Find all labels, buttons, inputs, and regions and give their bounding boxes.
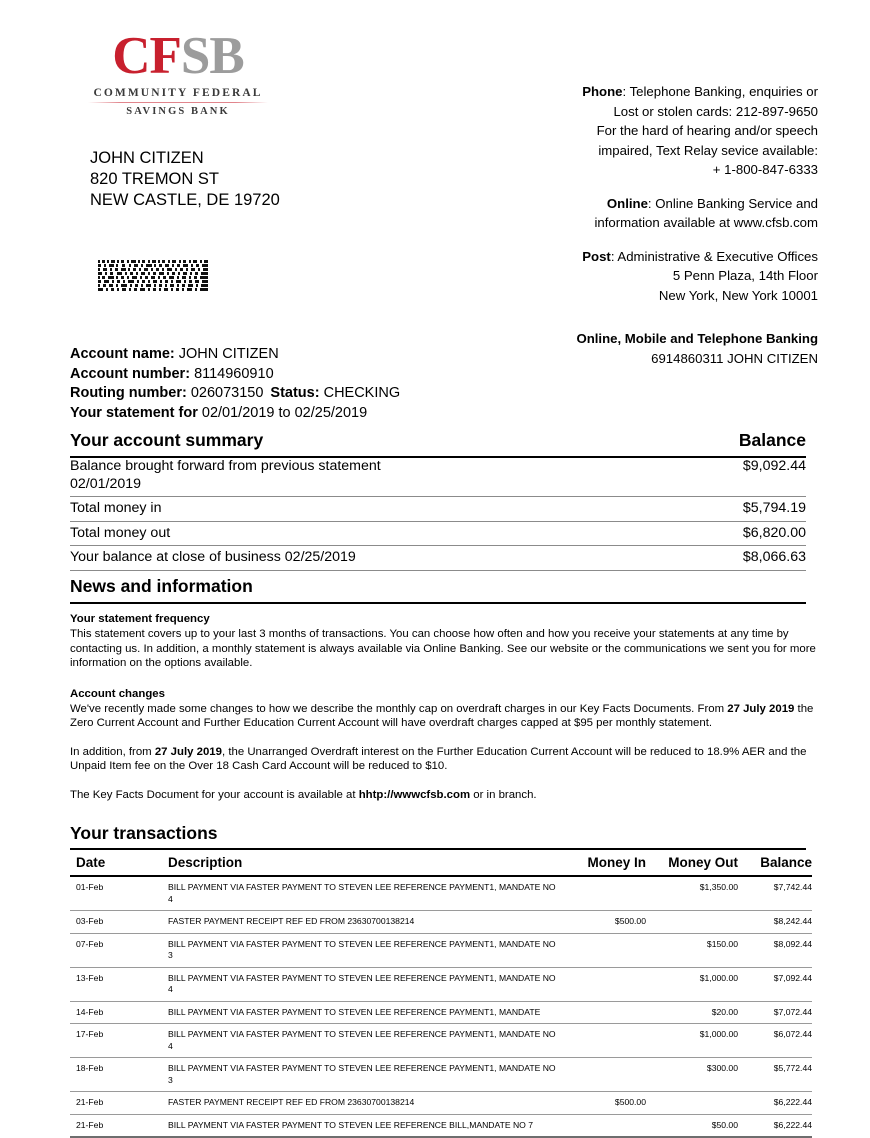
contact-online-line-1	[488, 194, 818, 214]
summary-row	[70, 497, 806, 522]
logo-wordmark	[88, 28, 268, 84]
customer-street: 820 TREMON ST	[90, 170, 219, 188]
news-title: News and information	[70, 576, 253, 596]
cell-money-out: $20.00	[646, 1001, 738, 1024]
news-text-ac-part2: the Zero Current Account and Further Education Current Account will have overdraft charges capped at $95 per monthly statement.	[70, 703, 814, 730]
contact-phone-line-4: impaired, Text Relay sevice available:	[598, 142, 818, 158]
account-status-value: CHECKING	[323, 385, 401, 401]
cell-balance: $6,222.44	[738, 1114, 812, 1137]
summary-row-amount: $6,820.00	[742, 524, 806, 541]
cell-balance: $6,072.44	[738, 1024, 812, 1058]
cell-description: BILL PAYMENT VIA FASTER PAYMENT TO STEVEN LEE REFERENCE PAYMENT1, MANDATE NO 4	[154, 967, 558, 1001]
cell-money-out	[646, 911, 738, 934]
cell-money-in	[558, 1024, 646, 1058]
statement-period-label: Your statement for	[70, 404, 198, 421]
table-row	[70, 933, 812, 967]
account-name-value: JOHN CITIZEN	[178, 346, 279, 362]
cell-description: BILL PAYMENT VIA FASTER PAYMENT TO STEVEN LEE REFERENCE PAYMENT1, MANDATE NO 4	[154, 1024, 558, 1058]
statement-period-value: 02/01/2019 to 02/25/2019	[201, 404, 368, 421]
cell-money-in	[558, 876, 646, 911]
bank-contact-block	[488, 82, 818, 368]
column-header-money-in: Money In	[558, 850, 646, 876]
cell-date: 21-Feb	[70, 1114, 154, 1137]
cell-money-in	[558, 1001, 646, 1024]
account-name-label: Account name:	[70, 346, 175, 362]
summary-row-label-secondary: 02/01/2019	[70, 475, 142, 492]
account-summary-heading	[70, 430, 806, 458]
cell-date: 13-Feb	[70, 967, 154, 1001]
contact-post-line-3: New York, New York 10001	[658, 287, 818, 303]
summary-row-amount: $8,066.63	[742, 549, 806, 565]
news-text-statement-frequency: This statement covers up to your last 3 months of transactions. You can choose how often and how you receive your statements at any time by contacting us. In addition, a monthly statement is always available via Online Banking. See our website or the communications we sent you for more information on the options available.	[70, 628, 816, 670]
contact-post-line-1	[488, 247, 818, 267]
summary-row-label: Total money out	[70, 524, 171, 541]
contact-online-text-1: : Online Banking Service and	[647, 195, 818, 211]
contact-online-label: Online	[606, 195, 648, 211]
news-date-emphasis-2: 27 July 2019	[154, 745, 222, 758]
contact-post-group	[488, 247, 818, 306]
contact-online-group	[488, 194, 818, 233]
account-number-row	[70, 365, 400, 385]
cell-date: 03-Feb	[70, 911, 154, 934]
cell-balance: $7,092.44	[738, 967, 812, 1001]
cell-money-out: $1,000.00	[646, 1024, 738, 1058]
logo-subtitle-secondary: SAVINGS BANK	[126, 106, 230, 117]
account-details-block	[70, 345, 400, 423]
summary-row-amount: $5,794.19	[742, 500, 806, 516]
summary-row-label: Balance brought forward from previous statement	[70, 458, 381, 474]
routing-number-label: Routing number:	[70, 385, 187, 401]
cell-description: FASTER PAYMENT RECEIPT REF ED FROM 23630700138214	[154, 1092, 558, 1115]
news-text-od-part1: In addition, from	[70, 745, 155, 758]
table-row	[70, 911, 812, 934]
summary-row-amount: $9,092.44	[742, 458, 806, 474]
cell-money-out: $50.00	[646, 1114, 738, 1137]
cell-money-out: $1,000.00	[646, 967, 738, 1001]
summary-row-label: Your balance at close of business 02/25/2019	[70, 549, 356, 565]
transactions-table-head	[70, 850, 812, 876]
logo-subtitle-primary: COMMUNITY FEDERAL	[93, 87, 263, 99]
news-subheading-statement-frequency: Your statement frequency	[70, 613, 210, 625]
contact-banking-group	[488, 329, 818, 368]
news-block-overdraft	[70, 745, 822, 774]
cell-balance: $7,742.44	[738, 876, 812, 911]
cell-money-out	[646, 1092, 738, 1115]
account-name-row	[70, 345, 400, 365]
table-row	[70, 1092, 812, 1115]
news-text-od-part2: , the Unarranged Overdraft interest on the Further Education Current Account will be reduced to 18.9% AER and the Unpaid Item fee on the Over 18 Cash Card Account will be reduced to $10.	[70, 745, 807, 773]
cell-description: BILL PAYMENT VIA FASTER PAYMENT TO STEVEN LEE REFERENCE BILL,MANDATE NO 7	[154, 1114, 558, 1137]
customer-address-block	[90, 148, 280, 211]
contact-phone-text-1: : Telephone Banking, enquiries or	[622, 84, 818, 99]
news-block-statement-frequency	[70, 612, 822, 671]
logo-cf-text: CF	[112, 27, 181, 85]
banking-channels-header: Online, Mobile and Telephone Banking	[576, 331, 818, 346]
contact-post-line-2: 5 Penn Plaza, 14th Floor	[672, 268, 818, 283]
news-text-account-changes	[70, 702, 822, 731]
news-block-account-changes	[70, 687, 822, 731]
news-text-kf-part2: or in branch.	[470, 788, 537, 801]
cell-date: 07-Feb	[70, 933, 154, 967]
account-status-label: Status:	[270, 385, 320, 401]
cell-date: 14-Feb	[70, 1001, 154, 1024]
summary-title: Your account summary	[70, 430, 264, 450]
cell-money-in	[558, 1058, 646, 1092]
cell-money-out: $300.00	[646, 1058, 738, 1092]
news-text-overdraft	[70, 745, 822, 774]
contact-online-line-2: information available at www.cfsb.com	[594, 215, 818, 230]
table-row	[70, 1058, 812, 1092]
routing-number-value: 026073150	[190, 385, 264, 401]
contact-phone-line-3: For the hard of hearing and/or speech	[596, 123, 818, 138]
news-block-key-facts	[70, 788, 822, 802]
news-subheading-account-changes: Account changes	[70, 687, 165, 700]
contact-post-label: Post	[582, 248, 611, 264]
transactions-title: Your transactions	[70, 823, 806, 850]
contact-post-text-1: : Administrative & Executive Offices	[610, 248, 818, 264]
pdf417-barcode-graphic	[96, 258, 211, 296]
news-text-key-facts	[70, 788, 822, 802]
contact-phone-line-2: Lost or stolen cards: 212-897-9650	[613, 103, 818, 119]
transactions-table-body	[70, 876, 812, 1137]
account-number-label: Account number:	[70, 365, 191, 382]
table-row	[70, 1114, 812, 1137]
contact-phone-group	[488, 82, 818, 180]
cell-description: BILL PAYMENT VIA FASTER PAYMENT TO STEVEN LEE REFERENCE PAYMENT1, MANDATE NO 3	[154, 1058, 558, 1092]
cell-balance: $8,092.44	[738, 933, 812, 967]
news-information-body	[70, 612, 822, 818]
transactions-header-row	[70, 850, 812, 876]
table-row	[70, 876, 812, 911]
news-date-emphasis-1: 27 July 2019	[727, 703, 795, 716]
account-number-value: 8114960910	[194, 365, 274, 382]
cell-description: BILL PAYMENT VIA FASTER PAYMENT TO STEVEN LEE REFERENCE PAYMENT1, MANDATE NO 4	[154, 876, 558, 911]
customer-name: JOHN CITIZEN	[90, 149, 204, 167]
cell-description: BILL PAYMENT VIA FASTER PAYMENT TO STEVEN LEE REFERENCE PAYMENT1, MANDATE NO 3	[154, 933, 558, 967]
column-header-money-out: Money Out	[646, 850, 738, 876]
column-header-balance: Balance	[738, 850, 812, 876]
summary-row	[70, 522, 806, 547]
cell-balance: $6,222.44	[738, 1092, 812, 1115]
cell-balance: $5,772.44	[738, 1058, 812, 1092]
contact-phone-label: Phone	[582, 84, 623, 99]
summary-row-label: Total money in	[70, 500, 162, 516]
logo-sb-text: SB	[180, 27, 244, 85]
table-row	[70, 1024, 812, 1058]
summary-balance-header: Balance	[738, 430, 806, 450]
news-text-kf-part1: The Key Facts Document for your account is available at	[70, 788, 359, 801]
cell-date: 18-Feb	[70, 1058, 154, 1092]
cell-money-in: $500.00	[558, 911, 646, 934]
cell-date: 17-Feb	[70, 1024, 154, 1058]
cell-date: 21-Feb	[70, 1092, 154, 1115]
news-text-ac-part1: We've recently made some changes to how we describe the monthly cap on overdraft charges in our Key Facts Documents. From	[70, 703, 728, 716]
table-row	[70, 1001, 812, 1024]
news-information-heading	[70, 576, 806, 604]
transactions-section	[70, 823, 812, 1138]
account-summary-table	[70, 455, 806, 571]
cell-money-in	[558, 933, 646, 967]
summary-row	[70, 455, 806, 497]
cell-money-in	[558, 1114, 646, 1137]
key-facts-url[interactable]: hhtp://wwwcfsb.com	[358, 788, 471, 801]
cell-date: 01-Feb	[70, 876, 154, 911]
cell-money-in: $500.00	[558, 1092, 646, 1115]
statement-period-row	[70, 404, 400, 424]
summary-row-label-group	[70, 458, 381, 493]
cell-money-out: $1,350.00	[646, 876, 738, 911]
summary-row	[70, 546, 806, 571]
table-row	[70, 967, 812, 1001]
pdf417-barcode	[96, 258, 211, 296]
cell-description: FASTER PAYMENT RECEIPT REF ED FROM 23630700138214	[154, 911, 558, 934]
column-header-date: Date	[70, 850, 154, 876]
transactions-table	[70, 850, 812, 1138]
logo-divider	[88, 102, 268, 103]
cell-balance: $7,072.44	[738, 1001, 812, 1024]
contact-phone-line-5: + 1-800-847-6333	[712, 162, 818, 177]
cell-money-out: $150.00	[646, 933, 738, 967]
column-header-description: Description	[154, 850, 558, 876]
routing-status-row	[70, 384, 400, 404]
contact-phone-line-1	[488, 82, 818, 102]
cell-money-in	[558, 967, 646, 1001]
bank-logo	[88, 28, 268, 117]
customer-city-state-zip: NEW CASTLE, DE 19720	[90, 191, 280, 209]
banking-customer-id: 6914860311 JOHN CITIZEN	[651, 350, 818, 366]
cell-description: BILL PAYMENT VIA FASTER PAYMENT TO STEVEN LEE REFERENCE PAYMENT1, MANDATE	[154, 1001, 558, 1024]
cell-balance: $8,242.44	[738, 911, 812, 934]
